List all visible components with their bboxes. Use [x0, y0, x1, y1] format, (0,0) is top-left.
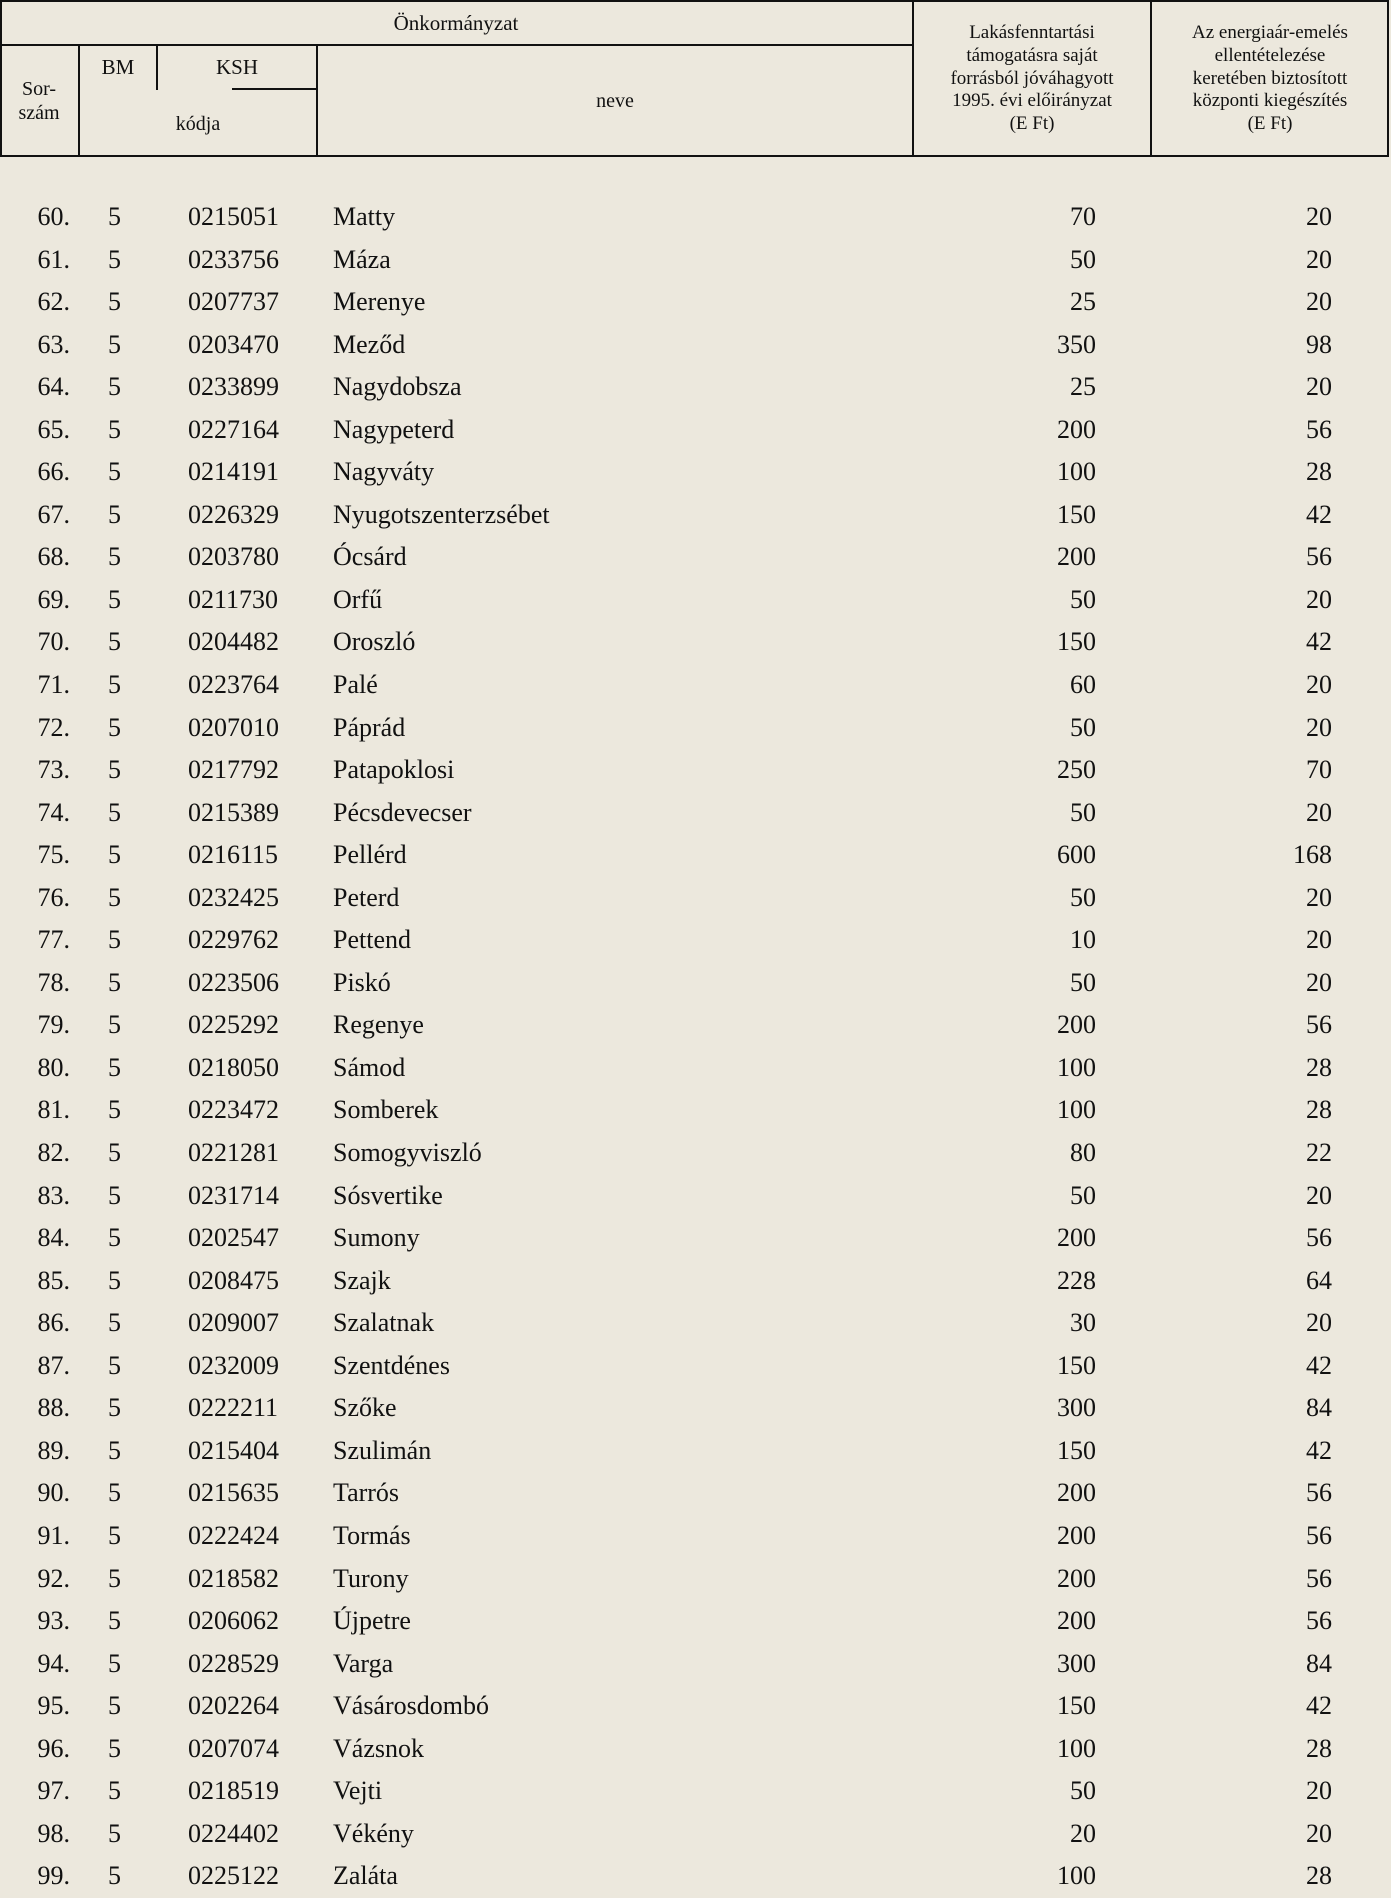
- lakasfenntartasi-value: 250: [1057, 755, 1096, 785]
- row-number: 78.: [37, 967, 70, 997]
- header-neve: neve: [596, 90, 634, 112]
- ksh-code: 0231714: [188, 1180, 279, 1210]
- lakasfenntartasi-value: 50: [1070, 967, 1096, 997]
- header-onkormanyzat: Önkormányzat: [393, 11, 519, 36]
- municipality-name: Sámod: [333, 1052, 406, 1082]
- ksh-code: 0225292: [188, 1010, 279, 1040]
- bm-code: 5: [108, 1308, 121, 1338]
- lakasfenntartasi-value: 80: [1070, 1138, 1096, 1168]
- ksh-code: 0216115: [188, 840, 279, 870]
- table-row: [0, 792, 1391, 835]
- bm-code: 5: [108, 1861, 121, 1891]
- ksh-code: 0232009: [188, 1350, 279, 1380]
- municipality-name: Nagyváty: [333, 457, 435, 487]
- municipality-name: Varga: [333, 1648, 394, 1678]
- row-number: 96.: [37, 1733, 70, 1763]
- energiaar-value: 70: [1306, 755, 1332, 785]
- ksh-code: 0229762: [188, 925, 279, 955]
- ksh-code: 0224402: [188, 1818, 279, 1848]
- lakasfenntartasi-value: 50: [1070, 1776, 1096, 1806]
- table-row: [0, 1132, 1391, 1175]
- ksh-code: 0218582: [188, 1563, 279, 1593]
- energiaar-value: 28: [1306, 1095, 1332, 1125]
- ksh-code: 0232425: [188, 882, 279, 912]
- row-number: 88.: [37, 1393, 70, 1423]
- energiaar-value: 20: [1306, 1776, 1332, 1806]
- municipality-name: Szajk: [333, 1265, 391, 1295]
- lakasfenntartasi-value: 150: [1057, 1435, 1096, 1465]
- table-row: [0, 707, 1391, 750]
- lakasfenntartasi-value: 100: [1057, 1095, 1096, 1125]
- ksh-code: 0225122: [188, 1861, 279, 1891]
- lakasfenntartasi-value: 150: [1057, 627, 1096, 657]
- energiaar-value: 84: [1306, 1648, 1332, 1678]
- bm-code: 5: [108, 1776, 121, 1806]
- lakasfenntartasi-value: 100: [1057, 1861, 1096, 1891]
- ksh-code: 0209007: [188, 1308, 279, 1338]
- header-sorszam: Sor- szám: [18, 78, 60, 124]
- municipality-name: Sósvertike: [333, 1180, 443, 1210]
- bm-code: 5: [108, 840, 121, 870]
- municipality-name: Peterd: [333, 882, 400, 912]
- municipality-name: Somogyviszló: [333, 1138, 482, 1168]
- energiaar-value: 56: [1306, 414, 1332, 444]
- municipality-name: Tormás: [333, 1520, 411, 1550]
- table-row: [0, 1643, 1391, 1686]
- energiaar-value: 84: [1306, 1393, 1332, 1423]
- row-number: 66.: [37, 457, 70, 487]
- bm-code: 5: [108, 287, 121, 317]
- municipality-name: Vázsnok: [333, 1733, 424, 1763]
- bm-code: 5: [108, 457, 121, 487]
- energiaar-value: 20: [1306, 1308, 1332, 1338]
- municipality-name: Nagydobsza: [333, 372, 462, 402]
- ksh-code: 0207737: [188, 287, 279, 317]
- header-lakasfenntartasi: Lakásfenntartási támogatásra saját forrásból jóváhagyott 1995. évi előirányzat (E Ft): [950, 22, 1114, 135]
- municipality-name: Pécsdevecser: [333, 797, 472, 827]
- energiaar-value: 56: [1306, 542, 1332, 572]
- table-row: [0, 1855, 1391, 1898]
- row-number: 60.: [37, 202, 70, 231]
- energiaar-value: 56: [1306, 1223, 1332, 1253]
- energiaar-value: 20: [1306, 287, 1332, 317]
- municipality-name: Merenye: [333, 287, 426, 317]
- lakasfenntartasi-value: 100: [1057, 1733, 1096, 1763]
- row-number: 70.: [37, 627, 70, 657]
- lakasfenntartasi-value: 50: [1070, 882, 1096, 912]
- lakasfenntartasi-value: 50: [1070, 797, 1096, 827]
- table-row: [0, 1302, 1391, 1345]
- ksh-code: 0226329: [188, 499, 279, 529]
- row-number: 92.: [37, 1563, 70, 1593]
- lakasfenntartasi-value: 200: [1057, 1223, 1096, 1253]
- bm-code: 5: [108, 755, 121, 785]
- municipality-name: Pellérd: [333, 840, 407, 870]
- ksh-code: 0204482: [188, 627, 279, 657]
- table-row: [0, 1345, 1391, 1388]
- row-number: 82.: [37, 1138, 70, 1168]
- bm-code: 5: [108, 244, 121, 274]
- bm-code: 5: [108, 1180, 121, 1210]
- municipality-name: Patapoklosi: [333, 755, 455, 785]
- energiaar-value: 20: [1306, 372, 1332, 402]
- row-number: 61.: [37, 244, 70, 274]
- header-bm: BM: [101, 55, 135, 80]
- bm-code: 5: [108, 1478, 121, 1508]
- table-row: [0, 366, 1391, 409]
- ksh-code: 0222424: [188, 1520, 279, 1550]
- energiaar-value: 20: [1306, 882, 1332, 912]
- ksh-code: 0215389: [188, 797, 279, 827]
- table-row: [0, 1472, 1391, 1515]
- ksh-code: 0228529: [188, 1648, 279, 1678]
- municipality-name: Regenye: [333, 1010, 424, 1040]
- lakasfenntartasi-value: 350: [1057, 329, 1096, 359]
- bm-code: 5: [108, 1095, 121, 1125]
- bm-code: 5: [108, 712, 121, 742]
- bm-code: 5: [108, 1350, 121, 1380]
- bm-code: 5: [108, 1052, 121, 1082]
- lakasfenntartasi-value: 70: [1070, 202, 1096, 231]
- lakasfenntartasi-value: 200: [1057, 1010, 1096, 1040]
- energiaar-value: 22: [1306, 1138, 1332, 1168]
- table-body: [0, 196, 1391, 1898]
- ksh-code: 0214191: [188, 457, 279, 487]
- table-row: [0, 621, 1391, 664]
- ksh-code: 0222211: [188, 1393, 279, 1423]
- ksh-code: 0233756: [188, 244, 279, 274]
- table-row: [0, 664, 1391, 707]
- row-number: 93.: [37, 1606, 70, 1636]
- table-row: [0, 1430, 1391, 1473]
- table-row: [0, 1685, 1391, 1728]
- municipality-name: Vékény: [333, 1818, 414, 1848]
- row-number: 95.: [37, 1691, 70, 1721]
- row-number: 91.: [37, 1520, 70, 1550]
- row-number: 65.: [37, 414, 70, 444]
- ksh-code: 0223764: [188, 670, 279, 700]
- bm-code: 5: [108, 627, 121, 657]
- row-number: 80.: [37, 1052, 70, 1082]
- energiaar-value: 20: [1306, 925, 1332, 955]
- table-row: [0, 1770, 1391, 1813]
- lakasfenntartasi-value: 10: [1070, 925, 1096, 955]
- row-number: 84.: [37, 1223, 70, 1253]
- lakasfenntartasi-value: 228: [1057, 1265, 1096, 1295]
- table-row: [0, 1175, 1391, 1218]
- bm-code: 5: [108, 1435, 121, 1465]
- table-row: [0, 409, 1391, 452]
- municipality-name: Oroszló: [333, 627, 416, 657]
- bm-code: 5: [108, 1648, 121, 1678]
- municipality-name: Palé: [333, 670, 378, 700]
- energiaar-value: 20: [1306, 202, 1332, 231]
- table-row: [0, 494, 1391, 537]
- ksh-code: 0215404: [188, 1435, 279, 1465]
- energiaar-value: 56: [1306, 1520, 1332, 1550]
- bm-code: 5: [108, 202, 121, 231]
- table-row: [0, 1813, 1391, 1856]
- row-number: 74.: [37, 797, 70, 827]
- bm-code: 5: [108, 1520, 121, 1550]
- table-row: [0, 1558, 1391, 1601]
- row-number: 75.: [37, 840, 70, 870]
- row-number: 64.: [37, 372, 70, 402]
- municipality-name: Nagypeterd: [333, 414, 455, 444]
- row-number: 81.: [37, 1095, 70, 1125]
- lakasfenntartasi-value: 50: [1070, 244, 1096, 274]
- lakasfenntartasi-value: 100: [1057, 457, 1096, 487]
- lakasfenntartasi-value: 20: [1070, 1818, 1096, 1848]
- row-number: 98.: [37, 1818, 70, 1848]
- lakasfenntartasi-value: 25: [1070, 372, 1096, 402]
- ksh-code: 0207010: [188, 712, 279, 742]
- bm-code: 5: [108, 1563, 121, 1593]
- energiaar-value: 42: [1306, 499, 1332, 529]
- bm-code: 5: [108, 372, 121, 402]
- table-row: [0, 1728, 1391, 1771]
- ksh-code: 0215635: [188, 1478, 279, 1508]
- energiaar-value: 28: [1306, 457, 1332, 487]
- lakasfenntartasi-value: 60: [1070, 670, 1096, 700]
- energiaar-value: 56: [1306, 1010, 1332, 1040]
- ksh-code: 0221281: [188, 1138, 279, 1168]
- bm-code: 5: [108, 1223, 121, 1253]
- energiaar-value: 20: [1306, 584, 1332, 614]
- energiaar-value: 64: [1306, 1265, 1332, 1295]
- table-row: [0, 1260, 1391, 1303]
- ksh-code: 0215051: [188, 202, 279, 231]
- table-row: [0, 196, 1391, 239]
- lakasfenntartasi-value: 300: [1057, 1648, 1096, 1678]
- municipality-name: Sumony: [333, 1223, 420, 1253]
- table-row: [0, 877, 1391, 920]
- ksh-code: 0206062: [188, 1606, 279, 1636]
- ksh-code: 0223472: [188, 1095, 279, 1125]
- municipality-name: Szulimán: [333, 1435, 432, 1465]
- row-number: 73.: [37, 755, 70, 785]
- municipality-name: Vejti: [333, 1776, 383, 1806]
- bm-code: 5: [108, 1691, 121, 1721]
- row-number: 99.: [37, 1861, 70, 1891]
- energiaar-value: 42: [1306, 1691, 1332, 1721]
- bm-code: 5: [108, 670, 121, 700]
- row-number: 83.: [37, 1180, 70, 1210]
- bm-code: 5: [108, 1818, 121, 1848]
- lakasfenntartasi-value: 300: [1057, 1393, 1096, 1423]
- energiaar-value: 20: [1306, 244, 1332, 274]
- municipality-name: Szőke: [333, 1393, 397, 1423]
- lakasfenntartasi-value: 150: [1057, 1350, 1096, 1380]
- row-number: 90.: [37, 1478, 70, 1508]
- energiaar-value: 20: [1306, 1180, 1332, 1210]
- bm-code: 5: [108, 1393, 121, 1423]
- bm-code: 5: [108, 1138, 121, 1168]
- municipality-name: Szalatnak: [333, 1308, 435, 1338]
- row-number: 79.: [37, 1010, 70, 1040]
- lakasfenntartasi-value: 200: [1057, 414, 1096, 444]
- ksh-code: 0207074: [188, 1733, 279, 1763]
- table-row: [0, 834, 1391, 877]
- bm-code: 5: [108, 1733, 121, 1763]
- ksh-code: 0202547: [188, 1223, 279, 1253]
- ksh-code: 0223506: [188, 967, 279, 997]
- municipality-name: Turony: [333, 1563, 409, 1593]
- ksh-code: 0203780: [188, 542, 279, 572]
- lakasfenntartasi-value: 50: [1070, 712, 1096, 742]
- row-number: 71.: [37, 670, 70, 700]
- bm-code: 5: [108, 882, 121, 912]
- row-number: 77.: [37, 925, 70, 955]
- lakasfenntartasi-value: 200: [1057, 1563, 1096, 1593]
- energiaar-value: 28: [1306, 1052, 1332, 1082]
- ksh-code: 0233899: [188, 372, 279, 402]
- header-ksh: KSH: [215, 55, 258, 80]
- energiaar-value: 20: [1306, 712, 1332, 742]
- bm-code: 5: [108, 542, 121, 572]
- ksh-code: 0202264: [188, 1691, 279, 1721]
- energiaar-value: 42: [1306, 627, 1332, 657]
- lakasfenntartasi-value: 200: [1057, 542, 1096, 572]
- table-row: [0, 919, 1391, 962]
- lakasfenntartasi-value: 600: [1057, 840, 1096, 870]
- table-row: [0, 451, 1391, 494]
- municipality-name: Ócsárd: [333, 542, 407, 572]
- bm-code: 5: [108, 1606, 121, 1636]
- table-row: [0, 962, 1391, 1005]
- table-row: [0, 1600, 1391, 1643]
- row-number: 85.: [37, 1265, 70, 1295]
- energiaar-value: 56: [1306, 1606, 1332, 1636]
- bm-code: 5: [108, 1010, 121, 1040]
- lakasfenntartasi-value: 200: [1057, 1606, 1096, 1636]
- ksh-code: 0217792: [188, 755, 279, 785]
- energiaar-value: 42: [1306, 1435, 1332, 1465]
- table-row: [0, 239, 1391, 282]
- table-row: [0, 579, 1391, 622]
- ksh-code: 0227164: [188, 414, 279, 444]
- municipality-name: Zaláta: [333, 1861, 398, 1891]
- lakasfenntartasi-value: 30: [1070, 1308, 1096, 1338]
- ksh-code: 0203470: [188, 329, 279, 359]
- bm-code: 5: [108, 584, 121, 614]
- energiaar-value: 168: [1293, 840, 1332, 870]
- energiaar-value: 20: [1306, 1818, 1332, 1848]
- row-number: 87.: [37, 1350, 70, 1380]
- header-energiaar: Az energiaár-emelés ellentételezése keretében biztosított központi kiegészítés (E Ft): [1192, 22, 1348, 135]
- table-row: [0, 536, 1391, 579]
- municipality-name: Pettend: [333, 925, 411, 955]
- row-number: 67.: [37, 499, 70, 529]
- energiaar-value: 28: [1306, 1733, 1332, 1763]
- energiaar-value: 56: [1306, 1478, 1332, 1508]
- bm-code: 5: [108, 329, 121, 359]
- table-header: [0, 0, 1389, 157]
- municipality-name: Somberek: [333, 1095, 439, 1125]
- bm-code: 5: [108, 414, 121, 444]
- municipality-name: Piskó: [333, 967, 391, 997]
- lakasfenntartasi-value: 200: [1057, 1520, 1096, 1550]
- municipality-name: Páprád: [333, 712, 406, 742]
- table-row: [0, 281, 1391, 324]
- table-row: [0, 1217, 1391, 1260]
- lakasfenntartasi-value: 100: [1057, 1052, 1096, 1082]
- municipality-name: Orfű: [333, 584, 383, 614]
- energiaar-value: 28: [1306, 1861, 1332, 1891]
- municipality-name: Újpetre: [333, 1606, 411, 1636]
- table-row: [0, 749, 1391, 792]
- ksh-code: 0218519: [188, 1776, 279, 1806]
- energiaar-value: 20: [1306, 967, 1332, 997]
- row-number: 62.: [37, 287, 70, 317]
- ksh-code: 0211730: [188, 584, 279, 614]
- table-row: [0, 1004, 1391, 1047]
- table-row: [0, 1515, 1391, 1558]
- table-row: [0, 1047, 1391, 1090]
- lakasfenntartasi-value: 50: [1070, 584, 1096, 614]
- lakasfenntartasi-value: 150: [1057, 499, 1096, 529]
- row-number: 72.: [37, 712, 70, 742]
- table-row: [0, 324, 1391, 367]
- bm-code: 5: [108, 967, 121, 997]
- row-number: 97.: [37, 1776, 70, 1806]
- municipality-name: Szentdénes: [333, 1350, 450, 1380]
- energiaar-value: 20: [1306, 670, 1332, 700]
- municipality-name: Matty: [333, 202, 396, 231]
- row-number: 89.: [37, 1435, 70, 1465]
- municipality-name: Máza: [333, 244, 391, 274]
- ksh-code: 0218050: [188, 1052, 279, 1082]
- municipality-name: Tarrós: [333, 1478, 400, 1508]
- header-kodja: kódja: [175, 113, 221, 135]
- bm-code: 5: [108, 925, 121, 955]
- bm-code: 5: [108, 1265, 121, 1295]
- municipality-name: Vásárosdombó: [333, 1691, 489, 1721]
- row-number: 68.: [37, 542, 70, 572]
- table-row: [0, 1089, 1391, 1132]
- municipality-name: Meződ: [333, 329, 406, 359]
- bm-code: 5: [108, 797, 121, 827]
- row-number: 76.: [37, 882, 70, 912]
- energiaar-value: 98: [1306, 329, 1332, 359]
- lakasfenntartasi-value: 150: [1057, 1691, 1096, 1721]
- row-number: 63.: [37, 329, 70, 359]
- lakasfenntartasi-value: 200: [1057, 1478, 1096, 1508]
- row-number: 94.: [37, 1648, 70, 1678]
- bm-code: 5: [108, 499, 121, 529]
- table-row: [0, 1387, 1391, 1430]
- energiaar-value: 20: [1306, 797, 1332, 827]
- energiaar-value: 42: [1306, 1350, 1332, 1380]
- lakasfenntartasi-value: 50: [1070, 1180, 1096, 1210]
- row-number: 86.: [37, 1308, 70, 1338]
- ksh-code: 0208475: [188, 1265, 279, 1295]
- row-number: 69.: [37, 584, 70, 614]
- lakasfenntartasi-value: 25: [1070, 287, 1096, 317]
- municipality-name: Nyugotszenterzsébet: [333, 499, 550, 529]
- energiaar-value: 56: [1306, 1563, 1332, 1593]
